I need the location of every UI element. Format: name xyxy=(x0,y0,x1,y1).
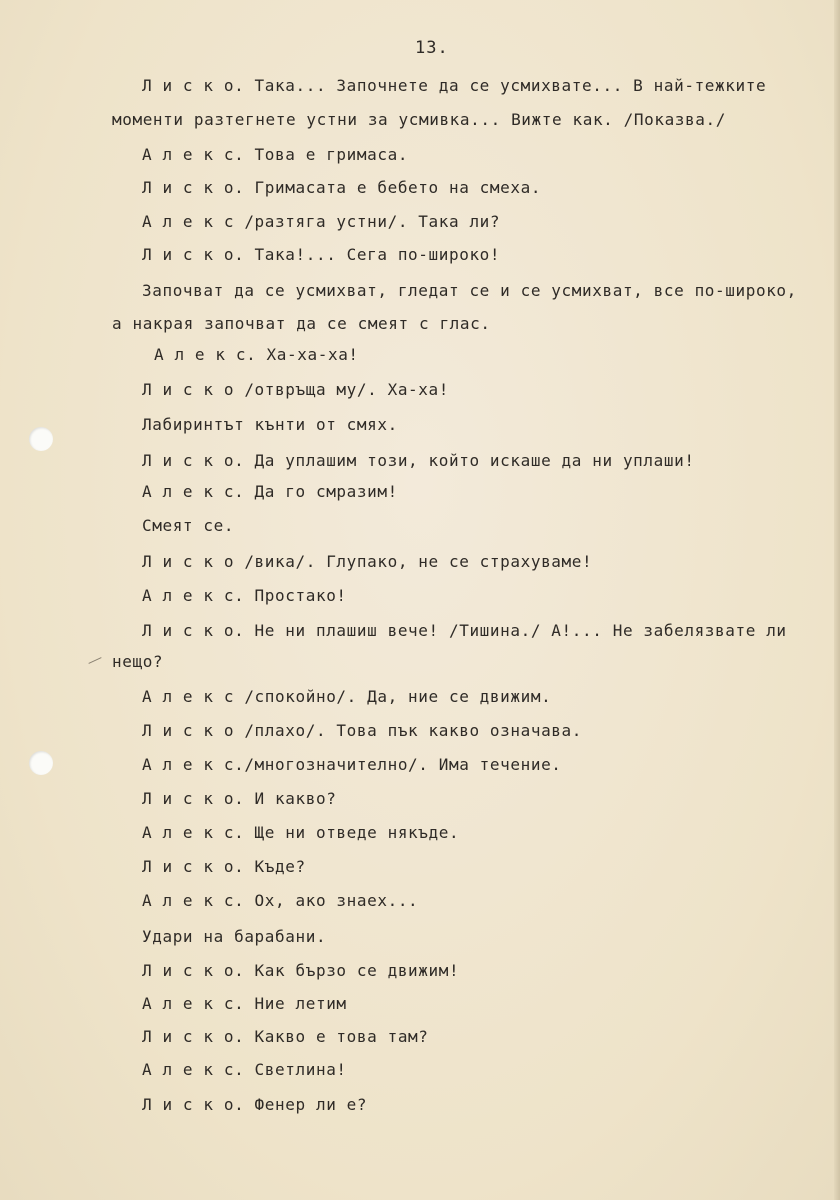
stage-direction: а накрая започват да се смеят с глас. xyxy=(112,314,491,333)
stage-direction: Лабиринтът кънти от смях. xyxy=(142,415,398,434)
pencil-mark xyxy=(88,657,101,664)
script-line: Л и с к о /отвръща му/. Ха-ха! xyxy=(142,380,449,399)
script-line: Л и с к о. Да уплашим този, който искаше да ни уплаши! xyxy=(142,451,695,470)
script-line: А л е к с. Ха-ха-ха! xyxy=(154,345,359,364)
script-line: А л е к с./многозначително/. Има течение. xyxy=(142,755,562,774)
page-edge xyxy=(834,0,840,1200)
script-line: А л е к с. Ох, ако знаех... xyxy=(142,891,419,910)
script-line: А л е к с /разтяга устни/. Така ли? xyxy=(142,212,501,231)
script-line: Л и с к о. Къде? xyxy=(142,857,306,876)
script-line: А л е к с. Простако! xyxy=(142,586,347,605)
punch-hole-bottom xyxy=(29,751,53,775)
script-line: Л и с к о. Не ни плашиш вече! /Тишина./ А!... Не забелязвате ли xyxy=(142,621,787,640)
script-line: А л е к с /спокойно/. Да, ние се движим. xyxy=(142,687,552,706)
script-line: Л и с к о /плахо/. Това пък какво означава. xyxy=(142,721,583,740)
script-line: нещо? xyxy=(112,652,164,671)
script-line: Л и с к о. Как бързо се движим! xyxy=(142,961,460,980)
stage-direction: Започват да се усмихват, гледат се и се усмихват, все по-широко, xyxy=(142,281,797,300)
script-line: Л и с к о. И какво? xyxy=(142,789,337,808)
script-line: А л е к с. Ще ни отведе някъде. xyxy=(142,823,460,842)
stage-direction: Удари на барабани. xyxy=(142,927,327,946)
script-line: Л и с к о. Какво е това там? xyxy=(142,1027,429,1046)
script-line: Л и с к о. Така!... Сега по-широко! xyxy=(142,245,501,264)
script-line: моменти разтегнете устни за усмивка... Вижте как. /Показва./ xyxy=(112,110,726,129)
script-line: Л и с к о /вика/. Глупако, не се страхуваме! xyxy=(142,552,593,571)
script-line: Л и с к о. Гримасата е бебето на смеха. xyxy=(142,178,542,197)
script-line: А л е к с. Ние летим xyxy=(142,994,347,1013)
script-line: Л и с к о. Така... Започнете да се усмихвате... В най-тежките xyxy=(142,76,767,95)
stage-direction: Смеят се. xyxy=(142,516,235,535)
punch-hole-top xyxy=(29,427,53,451)
script-line: А л е к с. Светлина! xyxy=(142,1060,347,1079)
script-line: А л е к с. Да го смразим! xyxy=(142,482,398,501)
script-line: Л и с к о. Фенер ли е? xyxy=(142,1095,368,1114)
page-number: 13. xyxy=(415,38,449,58)
script-line: А л е к с. Това е гримаса. xyxy=(142,145,409,164)
